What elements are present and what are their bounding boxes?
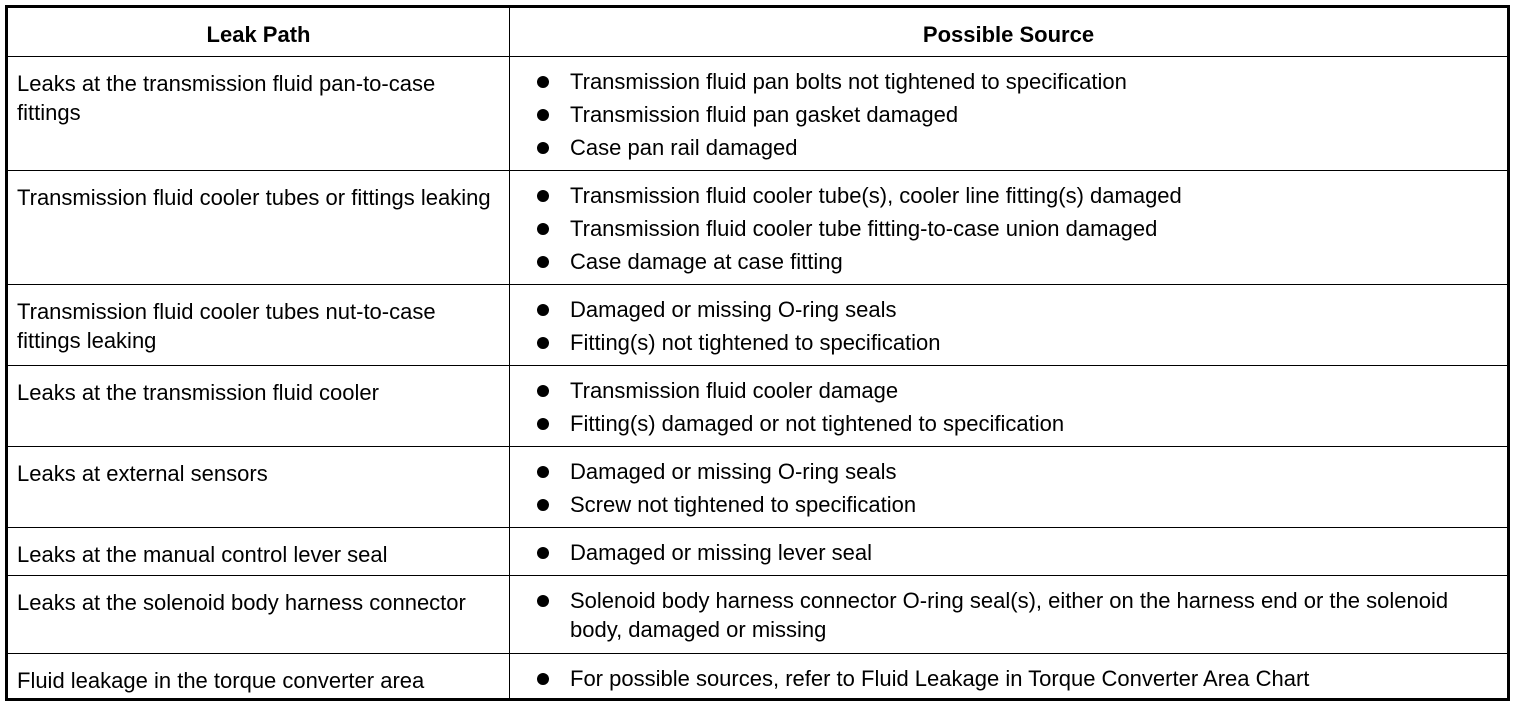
leak-path-cell: Leaks at the transmission fluid cooler [8, 366, 510, 446]
source-item: Case pan rail damaged [534, 133, 1487, 162]
leak-path-cell: Leaks at external sensors [8, 447, 510, 527]
table-row [8, 170, 1507, 284]
source-item: Case damage at case fitting [534, 247, 1487, 276]
bullet-icon [534, 100, 570, 129]
bullet-icon [534, 67, 570, 96]
source-item: For possible sources, refer to Fluid Leakage in Torque Converter Area Chart [534, 664, 1487, 693]
leak-path-cell: Leaks at the manual control lever seal [8, 528, 510, 575]
bullet-icon [534, 586, 570, 644]
bullet-icon [534, 133, 570, 162]
leak-diagnosis-table [5, 5, 1510, 701]
table-row [8, 446, 1507, 527]
source-item: Transmission fluid cooler tube fitting-to-case union damaged [534, 214, 1487, 243]
header-leak-path: Leak Path [8, 8, 510, 56]
source-list [534, 664, 1487, 693]
source-item: Fitting(s) damaged or not tightened to specification [534, 409, 1487, 438]
bullet-icon [534, 214, 570, 243]
possible-source-cell [510, 654, 1507, 698]
source-list [534, 457, 1487, 519]
source-item: Fitting(s) not tightened to specification [534, 328, 1487, 357]
source-list [534, 376, 1487, 438]
source-list [534, 181, 1487, 276]
possible-source-cell [510, 171, 1507, 284]
table-row [8, 575, 1507, 653]
source-list [534, 67, 1487, 162]
bullet-icon [534, 376, 570, 405]
possible-source-cell [510, 285, 1507, 365]
possible-source-cell [510, 447, 1507, 527]
source-list [534, 538, 1487, 567]
leak-path-cell: Transmission fluid cooler tubes nut-to-case fittings leaking [8, 285, 510, 365]
source-item: Damaged or missing O-ring seals [534, 457, 1487, 486]
table-row [8, 527, 1507, 575]
source-item: Solenoid body harness connector O-ring seal(s), either on the harness end or the solenoid body, damaged or missing [534, 586, 1487, 644]
source-item: Damaged or missing O-ring seals [534, 295, 1487, 324]
bullet-icon [534, 409, 570, 438]
table-header-row [8, 8, 1507, 56]
leak-path-cell: Transmission fluid cooler tubes or fittings leaking [8, 171, 510, 284]
source-list [534, 586, 1487, 644]
table-row [8, 56, 1507, 170]
possible-source-cell [510, 366, 1507, 446]
bullet-icon [534, 328, 570, 357]
bullet-icon [534, 490, 570, 519]
source-item: Transmission fluid pan gasket damaged [534, 100, 1487, 129]
bullet-icon [534, 664, 570, 693]
source-item: Damaged or missing lever seal [534, 538, 1487, 567]
source-item: Transmission fluid cooler tube(s), cooler line fitting(s) damaged [534, 181, 1487, 210]
source-item: Transmission fluid pan bolts not tightened to specification [534, 67, 1487, 96]
source-item: Transmission fluid cooler damage [534, 376, 1487, 405]
bullet-icon [534, 295, 570, 324]
leak-path-cell: Leaks at the transmission fluid pan-to-case fittings [8, 57, 510, 170]
header-possible-source: Possible Source [922, 22, 1095, 47]
bullet-icon [534, 457, 570, 486]
source-item: Screw not tightened to specification [534, 490, 1487, 519]
possible-source-cell [510, 57, 1507, 170]
bullet-icon [534, 538, 570, 567]
bullet-icon [534, 247, 570, 276]
leak-path-cell: Fluid leakage in the torque converter area [8, 654, 510, 698]
table-row [8, 365, 1507, 446]
possible-source-cell [510, 576, 1507, 653]
table-row [8, 284, 1507, 365]
table-row [8, 653, 1507, 698]
source-list [534, 295, 1487, 357]
bullet-icon [534, 181, 570, 210]
possible-source-cell [510, 528, 1507, 575]
leak-path-cell: Leaks at the solenoid body harness connector [8, 576, 510, 653]
